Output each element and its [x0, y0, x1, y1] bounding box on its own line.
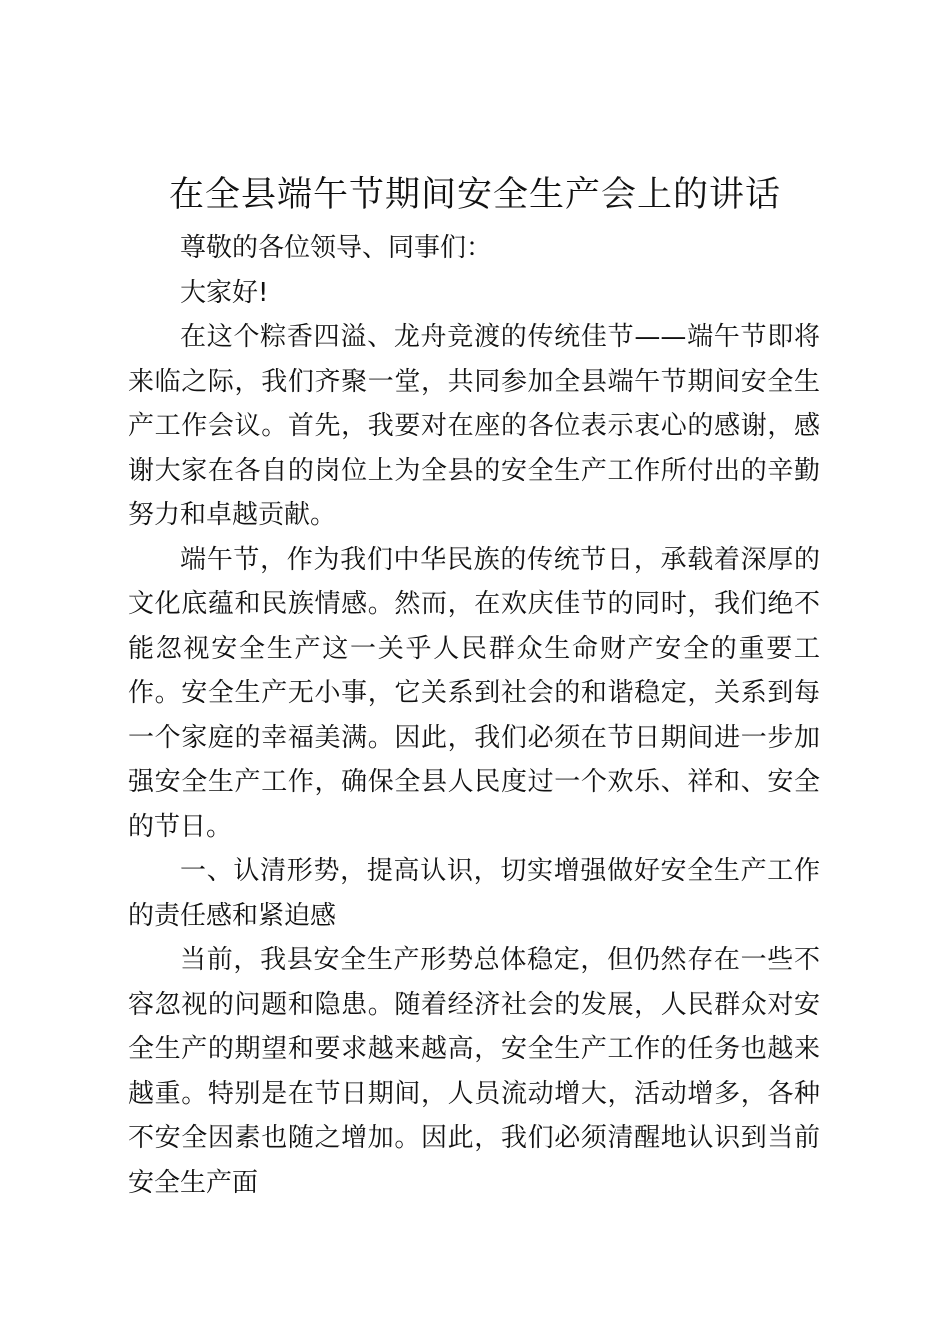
- document-title: 在全县端午节期间安全生产会上的讲话: [168, 175, 781, 215]
- paragraph-festival: 端午节，作为我们中华民族的传统节日，承载着深厚的文化底蕴和民族情感。然而，在欢庆佳节的同时，我们绝不能忽视安全生产这一关乎人民群众生命财产安全的重要工作。安全生产无小事，它关系到社会的和谐稳定，关系到每一个家庭的幸福美满。因此，我们必须在节日期间进一步加强安全生产工作，确保全县人民度过一个欢乐、祥和、安全的节日。: [128, 544, 820, 842]
- section-paragraph: 当前，我县安全生产形势总体稳定，但仍然存在一些不容忽视的问题和隐患。随着经济社会的发展，人民群众对安全生产的期望和要求越来越高，安全生产工作的任务也越来越重。特别是在节日期间，人员流动增大，活动增多，各种不安全因素也随之增加。因此，我们必须清醒地认识到当前安全生产面: [128, 945, 820, 1198]
- section-heading: 一、认清形势，提高认识，切实增强做好安全生产工作的责任感和紧迫感: [128, 856, 820, 931]
- greeting: 大家好!: [180, 277, 269, 308]
- paragraph-opening: 在这个粽香四溢、龙舟竞渡的传统佳节——端午节即将来临之际，我们齐聚一堂，共同参加全县端午节期间安全生产工作会议。首先，我要对在座的各位表示衷心的感谢，感谢大家在各自的岗位上为全县的安全生产工作所付出的辛勤努力和卓越贡献。: [128, 322, 820, 530]
- document-body: [128, 226, 820, 1205]
- salutation: 尊敬的各位领导、同事们：: [180, 233, 493, 263]
